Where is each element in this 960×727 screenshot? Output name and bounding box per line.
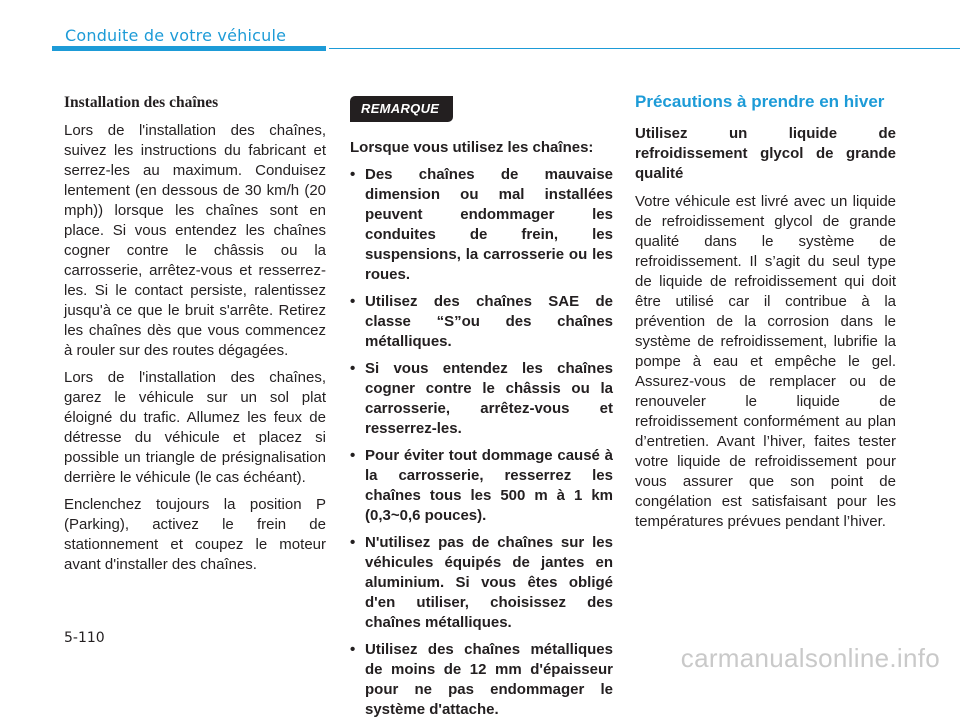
- list-item: [350, 533, 613, 633]
- bullet-icon: •: [350, 447, 356, 464]
- page-number: 5-110: [64, 630, 105, 646]
- remark-intro: Lorsque vous utilisez les chaînes:: [350, 139, 594, 156]
- list-item: [350, 640, 613, 720]
- list-item-text: Utilisez des chaînes métalliques de moins de 12 mm d'épaisseur pour ne pas endommager le système d'attache.: [365, 641, 613, 718]
- remark-list: [350, 165, 613, 720]
- paragraph: Lors de l'installation des chaînes, garez le véhicule sur un sol plat éloigné du trafic. Allumez les feux de détresse du véhicule et placez si possible un triangle de présignalisation derrière le véhicule (le cas échéant).: [64, 369, 326, 486]
- column-winter-precautions: [635, 93, 896, 539]
- bullet-icon: •: [350, 360, 356, 377]
- bullet-icon: •: [350, 641, 356, 658]
- paragraph: Votre véhicule est livré avec un liquide de refroidissement glycol de grande qualité dans le système de refroidissement. Il s’agit du seul type de liquide de refroidissement qui doit être utilisé car il contribue à la prévention de la corrosion dans le système de refroidissement, lubrifie la pompe à eau et empêche le gel. Assurez-vous de remplacer ou de renouveler le liquide de refroidissement conformément au plan d’entretien. Avant l’hiver, faites tester votre liquide de refroidissement pour vous assurer que son point de congélation est satisfaisant pour les températures prévues pendant l’hiver.: [635, 193, 896, 530]
- bullet-icon: •: [350, 293, 356, 310]
- list-item: [350, 446, 613, 526]
- list-item-text: Pour éviter tout dommage causé à la carrosserie, resserrez les chaînes tous les 500 m à 1 km (0,3~0,6 pouces).: [365, 447, 613, 524]
- list-item: [350, 359, 613, 439]
- bullet-icon: •: [350, 534, 356, 551]
- chains-installation-heading: Installation des chaînes: [64, 94, 219, 111]
- list-item-text: Utilisez des chaînes SAE de classe “S”ou des chaînes métalliques.: [365, 293, 613, 350]
- column-remark: [350, 93, 613, 727]
- list-item: [350, 165, 613, 285]
- section-title: Conduite de votre véhicule: [65, 26, 287, 45]
- header-rule-line: [329, 48, 960, 49]
- bullet-icon: •: [350, 166, 356, 183]
- list-item-text: Des chaînes de mauvaise dimension ou mal installées peuvent endommager les conduites de frein, les suspensions, la carrosserie ou les roues.: [365, 166, 613, 283]
- coolant-subheading: Utilisez un liquide de refroidissement glycol de grande qualité: [635, 125, 896, 182]
- header-rule-accent: [52, 46, 326, 51]
- watermark: carmanualsonline.info: [680, 643, 940, 673]
- column-chains-installation: [64, 93, 326, 582]
- list-item: [350, 292, 613, 352]
- list-item-text: N'utilisez pas de chaînes sur les véhicules équipés de jantes en aluminium. Si vous êtes obligé d'en utiliser, choisissez des chaînes métalliques.: [365, 534, 613, 631]
- paragraph: Lors de l'installation des chaînes, suivez les instructions du fabricant et serrez-les au maximum. Conduisez lentement (en dessous de 30 km/h (20 mph)) lorsque les chaînes sont en place. Si vous entendez les chaînes cogner contre le châssis ou la carrosserie, arrêtez-vous et resserrez-les. Si le contact persiste, ralentissez jusqu'à ce que le bruit s'arrête. Retirez les chaînes dès que vous commencez à rouler sur des routes dégagées.: [64, 122, 326, 359]
- paragraph: Enclenchez toujours la position P (Parking), activez le frein de stationnement et coupez le moteur avant d'installer des chaînes.: [64, 496, 326, 573]
- list-item-text: Si vous entendez les chaînes cogner contre le châssis ou la carrosserie, arrêtez-vous et resserrez-les.: [365, 360, 613, 437]
- remark-badge: REMARQUE: [350, 96, 453, 122]
- winter-precautions-heading: Précautions à prendre en hiver: [635, 92, 885, 111]
